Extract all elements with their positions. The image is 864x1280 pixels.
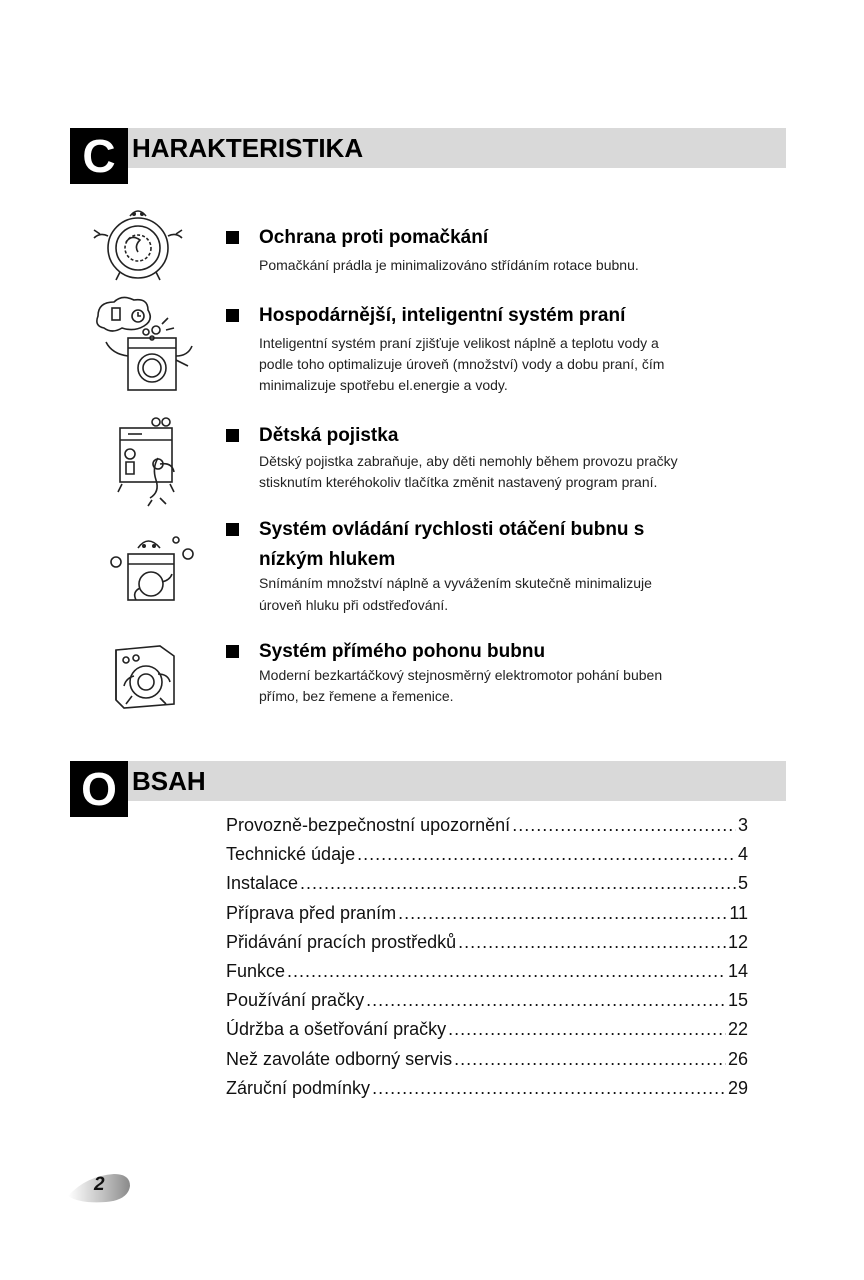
toc-entry[interactable]: [226, 815, 748, 844]
toc-entry[interactable]: [226, 873, 748, 902]
toc-title: Technické údaje: [226, 844, 356, 865]
feature-desc-line: úroveň hluku při odstřeďování.: [259, 597, 449, 613]
header-initial: C: [70, 128, 128, 184]
header-title: HARAKTERISTIKA: [132, 133, 364, 163]
page-number: 2: [94, 1174, 105, 1195]
feature-title: Dětská pojistka: [259, 425, 399, 446]
child-lock-icon: [110, 414, 186, 508]
toc-page: 26: [727, 1048, 748, 1069]
section-header-obsah: [70, 761, 786, 817]
feature-desc-line: stisknutím kteréhokoliv tlačítka změnit nastavený program praní.: [259, 474, 658, 490]
toc-page: 29: [727, 1077, 748, 1098]
feature-desc-line: přímo, bez řemene a řemenice.: [259, 688, 454, 704]
toc-entry[interactable]: [226, 844, 748, 873]
toc-title: Údržba a ošetřování pračky: [226, 1019, 447, 1040]
toc-title: Funkce: [226, 960, 286, 981]
feature-desc-line: Snímáním množství náplně a vyvážením skutečně minimalizuje: [259, 575, 652, 591]
toc-leader: [398, 903, 727, 924]
toc-page: 3: [737, 815, 748, 835]
feature-desc-line: Inteligentní systém praní zjišťuje velikost náplně a teplotu vody a: [259, 335, 659, 351]
feature-title-cont: nízkým hlukem: [259, 549, 396, 570]
washer-thinking-icon: [90, 294, 198, 394]
toc-entry[interactable]: [226, 903, 748, 932]
toc-leader: [357, 844, 736, 865]
bullet: [226, 645, 239, 658]
toc-title: Příprava před praním: [226, 902, 397, 923]
feature-desc-line: podle toho optimalizuje úroveň (množství) vody a dobu praní, čím: [259, 356, 665, 372]
toc-leader: [300, 873, 736, 894]
toc-leader: [512, 815, 736, 836]
toc-title: Záruční podmínky: [226, 1077, 371, 1098]
toc-title: Provozně-bezpečnostní upozornění: [226, 815, 511, 835]
toc-page: 15: [727, 990, 748, 1011]
feature-title: Ochrana proti pomačkání: [259, 227, 489, 248]
toc-page: 14: [727, 960, 748, 981]
toc-leader: [448, 1019, 726, 1040]
header-initial: O: [70, 761, 128, 817]
header-title: BSAH: [132, 766, 206, 796]
toc-leader: [366, 990, 726, 1011]
direct-drive-icon: [110, 640, 182, 712]
toc-leader: [287, 961, 726, 982]
toc-leader: [458, 932, 726, 953]
section-header-charakteristika: [70, 128, 786, 184]
feature-title: Hospodárnější, inteligentní systém praní: [259, 305, 626, 326]
toc-entry[interactable]: [226, 1019, 748, 1048]
feature-desc-line: Dětský pojistka zabraňuje, aby děti nemohly během provozu pračky: [259, 453, 678, 469]
toc-leader: [454, 1049, 726, 1070]
feature-desc-line: minimalizuje spotřebu el.energie a vody.: [259, 377, 508, 393]
toc-page: 22: [727, 1019, 748, 1040]
table-of-contents: [226, 815, 748, 1107]
toc-entry[interactable]: [226, 932, 748, 961]
toc-title: Než zavoláte odborný servis: [226, 1048, 453, 1069]
toc-title: Přidávání pracích prostředků: [226, 931, 457, 952]
feature-title: Systém přímého pohonu bubnu: [259, 641, 546, 662]
washer-spinning-icon: [90, 202, 186, 286]
toc-entry[interactable]: [226, 990, 748, 1019]
toc-leader: [372, 1078, 726, 1099]
feature-desc-line: Pomačkání prádla je minimalizováno střídáním rotace bubnu.: [259, 257, 639, 273]
toc-entry[interactable]: [226, 961, 748, 990]
toc-page: 12: [727, 931, 748, 952]
feature-desc-line: Moderní bezkartáčkový stejnosměrný elektromotor pohání buben: [259, 667, 663, 683]
toc-title: Používání pračky: [226, 990, 365, 1011]
bullet: [226, 309, 239, 322]
feature-title: Systém ovládání rychlosti otáčení bubnu s: [259, 519, 645, 540]
quiet-washer-icon: [104, 532, 204, 606]
toc-page: 4: [737, 844, 748, 865]
toc-entry[interactable]: [226, 1078, 748, 1107]
bullet: [226, 231, 239, 244]
toc-title: Instalace: [226, 873, 299, 894]
bullet: [226, 523, 239, 536]
toc-entry[interactable]: [226, 1049, 748, 1078]
toc-page: 5: [737, 873, 748, 894]
toc-page: 11: [729, 902, 748, 923]
bullet: [226, 429, 239, 442]
